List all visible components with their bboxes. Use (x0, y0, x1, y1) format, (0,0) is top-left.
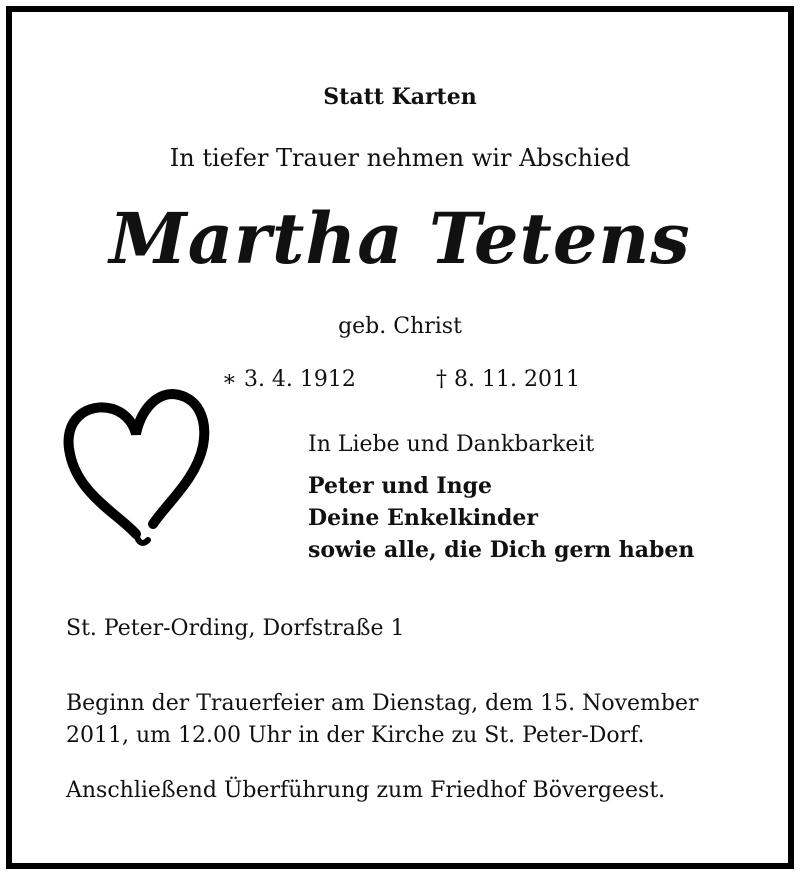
mourner-line: Deine Enkelkinder (308, 505, 539, 531)
death-date: † 8. 11. 2011 (436, 367, 580, 392)
mourner-line: sowie alle, die Dich gern haben (308, 537, 695, 563)
service-info (66, 688, 766, 752)
service-line: 2011, um 12.00 Uhr in der Kirche zu St. Peter-Dorf. (66, 723, 645, 748)
address-line: St. Peter-Ording, Dorfstraße 1 (66, 616, 405, 641)
heart-icon (58, 374, 218, 554)
transfer-info: Anschließend Überführung zum Friedhof Bövergeest. (66, 778, 666, 803)
maiden-name: geb. Christ (338, 314, 462, 339)
service-line: Beginn der Trauerfeier am Dienstag, dem 15. November (66, 691, 699, 716)
notice-intro: In tiefer Trauer nehmen wir Abschied (169, 144, 631, 172)
birth-date: ∗ 3. 4. 1912 (222, 367, 356, 392)
notice-header: Statt Karten (323, 84, 477, 110)
thanks-line: In Liebe und Dankbarkeit (308, 432, 595, 457)
obituary-notice (6, 6, 794, 869)
deceased-name: Martha Tetens (109, 197, 691, 280)
mourner-line: Peter und Inge (308, 473, 493, 499)
mourners-list (308, 470, 694, 566)
